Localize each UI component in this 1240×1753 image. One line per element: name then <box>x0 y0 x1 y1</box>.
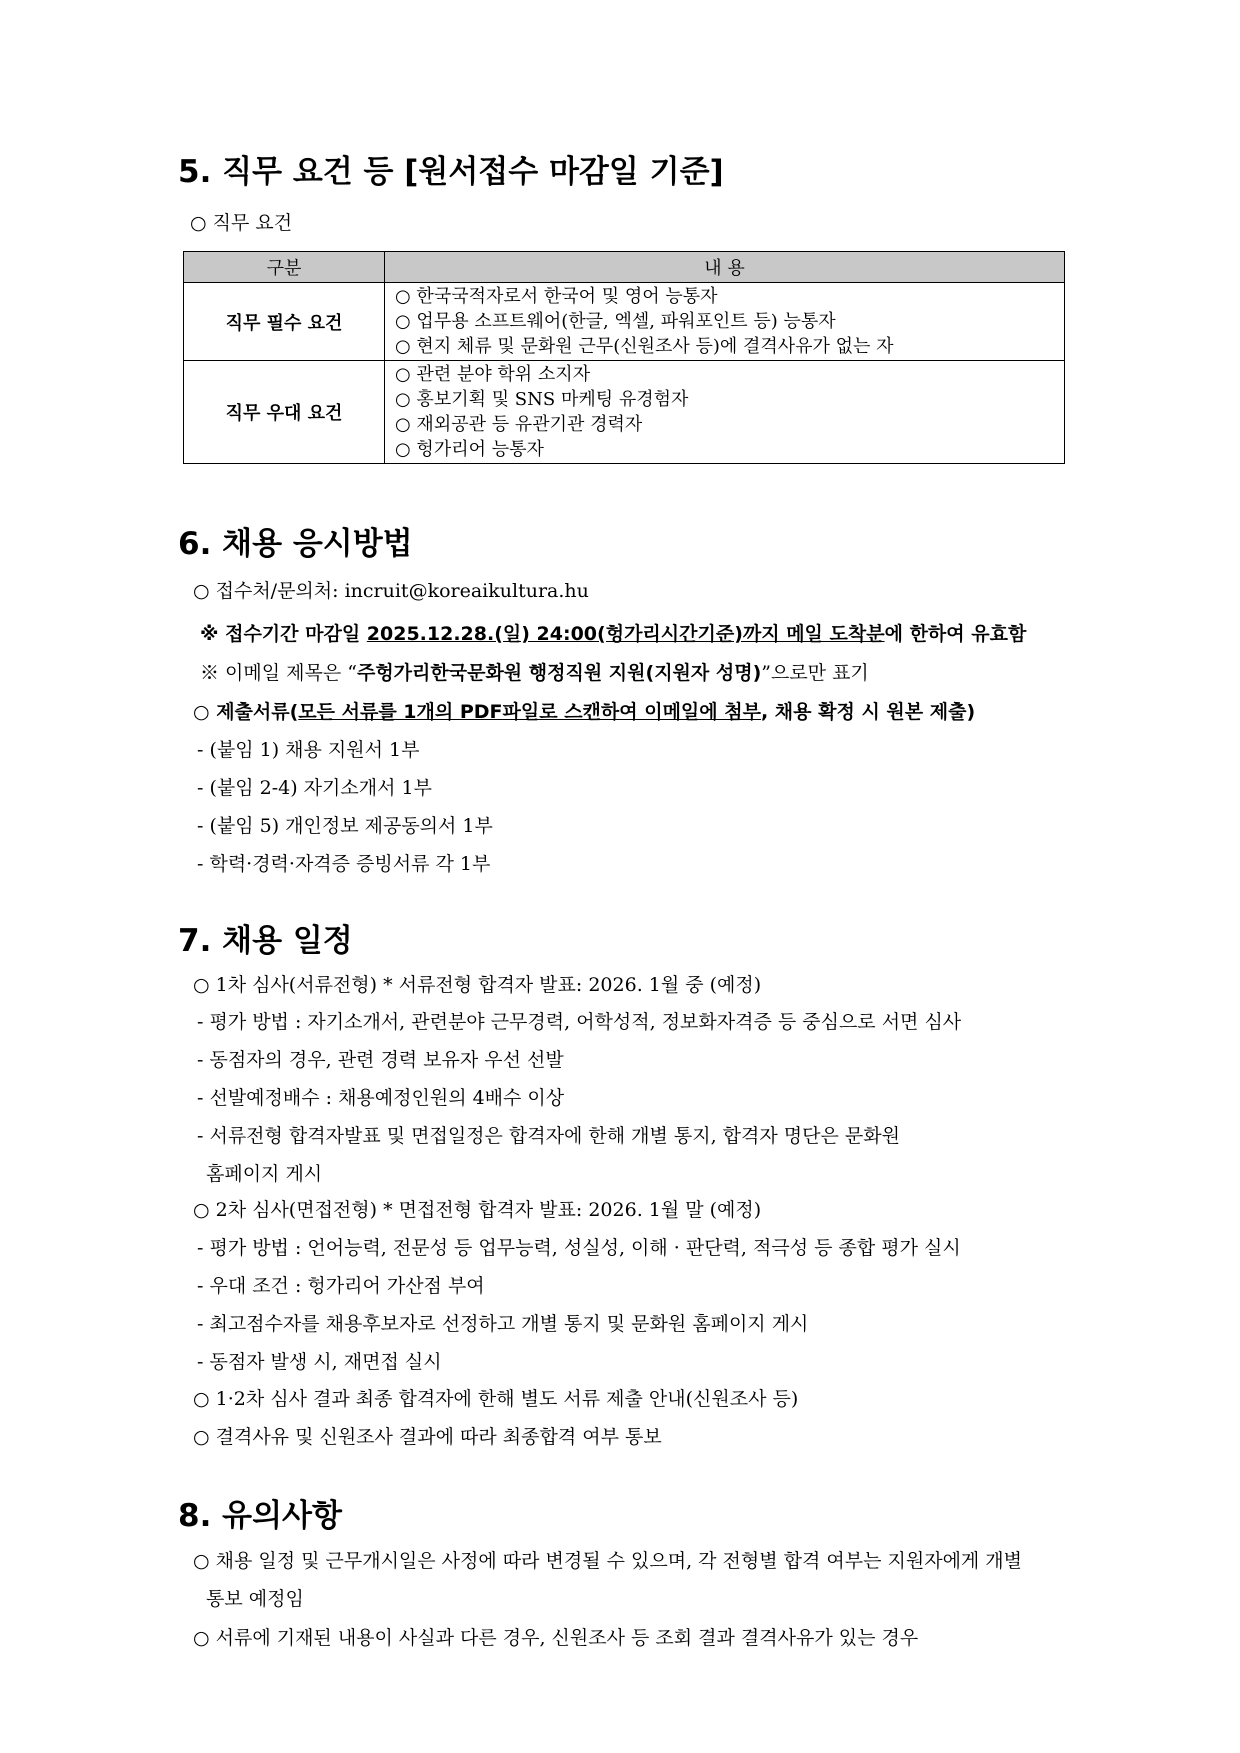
list-item: - 학력·경력·자격증 증빙서류 각 1부 <box>197 853 491 875</box>
list-item: - 우대 조건 : 헝가리어 가산점 부여 <box>197 1275 485 1297</box>
section-5-subtitle: ○ 직무 요건 <box>190 212 293 234</box>
list-item: ○ 결격사유 및 신원조사 결과에 따라 최종합격 여부 통보 <box>193 1426 662 1448</box>
list-item: - 선발예정배수 : 채용예정인원의 4배수 이상 <box>197 1087 565 1109</box>
list-item: - (붙임 1) 채용 지원서 1부 <box>197 739 420 761</box>
list-item: ○ 현지 체류 및 문화원 근무(신원조사 등)에 결격사유가 없는 자 <box>395 336 894 357</box>
table-row <box>184 283 1065 361</box>
list-item: ○ 서류에 기재된 내용이 사실과 다른 경우, 신원조사 등 조회 결과 결격사유가 있는 경우 <box>193 1627 919 1649</box>
section-6-title: 6. 채용 응시방법 <box>178 526 413 562</box>
list-item: - 평가 방법 : 자기소개서, 관련분야 근무경력, 어학성적, 정보화자격증 등 중심으로 서면 심사 <box>197 1011 962 1033</box>
email-subject-prefix: ※ 이메일 제목은 “ <box>200 662 357 684</box>
submission-docs-line <box>193 700 975 724</box>
deadline-note-suffix: 에 한하여 유효함 <box>884 623 1027 645</box>
list-item: - 서류전형 합격자발표 및 면접일정은 합격자에 한해 개별 통지, 합격자 명단은 문화원 <box>197 1125 900 1147</box>
required-requirements-list <box>385 283 1065 361</box>
section-5-title: 5. 직무 요건 등 [원서접수 마감일 기준] <box>178 154 724 190</box>
list-item: - 최고점수자를 채용후보자로 선정하고 개별 통지 및 문화원 홈페이지 게시 <box>197 1313 809 1335</box>
list-item: ○ 관련 분야 학위 소지자 <box>395 364 591 385</box>
preferred-requirements-label: 직무 우대 요건 <box>184 361 385 464</box>
table-row <box>184 361 1065 464</box>
list-item: ○ 한국국적자로서 한국어 및 영어 능통자 <box>395 286 718 307</box>
list-item: ○ 재외공관 등 유관기관 경력자 <box>395 414 643 435</box>
table-header-row <box>184 252 1065 283</box>
list-item: - (붙임 2-4) 자기소개서 1부 <box>197 777 432 799</box>
section-7-title: 7. 채용 일정 <box>178 923 353 959</box>
submission-docs-prefix: ○ 제출서류( <box>193 701 299 723</box>
list-item: ○ 2차 심사(면접전형) * 면접전형 합격자 발표: 2026. 1월 말 (예정) <box>193 1199 762 1221</box>
list-item: ○ 1차 심사(서류전형) * 서류전형 합격자 발표: 2026. 1월 중 (예정) <box>193 974 762 996</box>
list-item: - 평가 방법 : 언어능력, 전문성 등 업무능력, 성실성, 이해 · 판단력, 적극성 등 종합 평가 실시 <box>197 1237 961 1259</box>
job-requirements-table <box>183 251 1065 464</box>
table-header-content: 내 용 <box>385 252 1065 283</box>
list-item: ○ 홍보기획 및 SNS 마케팅 유경험자 <box>395 389 689 410</box>
table-header-category: 구분 <box>184 252 385 283</box>
list-item: 홈페이지 게시 <box>206 1163 323 1185</box>
preferred-requirements-list <box>385 361 1065 464</box>
email-subject-format: 주헝가리한국문화원 행정직원 지원(지원자 성명) <box>356 662 762 684</box>
section-8-title: 8. 유의사항 <box>178 1498 342 1534</box>
submission-docs-instruction: 모든 서류를 1개의 PDF파일로 스캔하여 이메일에 첨부 <box>298 701 761 723</box>
deadline-note-prefix: ※ 접수기간 마감일 <box>200 623 367 645</box>
list-item: ○ 채용 일정 및 근무개시일은 사정에 따라 변경될 수 있으며, 각 전형별 합격 여부는 지원자에게 개별 <box>193 1550 1023 1572</box>
email-subject-note <box>200 661 869 685</box>
list-item: ○ 1·2차 심사 결과 최종 합격자에 한해 별도 서류 제출 안내(신원조사 등) <box>193 1388 799 1410</box>
deadline-note <box>200 622 1026 646</box>
deadline-note-date: 2025.12.28.(일) 24:00(헝가리시간기준)까지 메일 도착분 <box>366 623 885 645</box>
list-item: - 동점자의 경우, 관련 경력 보유자 우선 선발 <box>197 1049 564 1071</box>
required-requirements-label: 직무 필수 요건 <box>184 283 385 361</box>
contact-line: ○ 접수처/문의처: incruit@koreaikultura.hu <box>193 580 589 602</box>
list-item: ○ 업무용 소프트웨어(한글, 엑셀, 파워포인트 등) 능통자 <box>395 311 836 332</box>
email-subject-suffix: ”으로만 표기 <box>761 662 869 684</box>
list-item: - 동점자 발생 시, 재면접 실시 <box>197 1351 442 1373</box>
list-item: - (붙임 5) 개인정보 제공동의서 1부 <box>197 815 493 837</box>
list-item: ○ 헝가리어 능통자 <box>395 439 544 460</box>
list-item: 통보 예정임 <box>206 1588 304 1610</box>
submission-docs-suffix: , 채용 확정 시 원본 제출) <box>760 701 976 723</box>
